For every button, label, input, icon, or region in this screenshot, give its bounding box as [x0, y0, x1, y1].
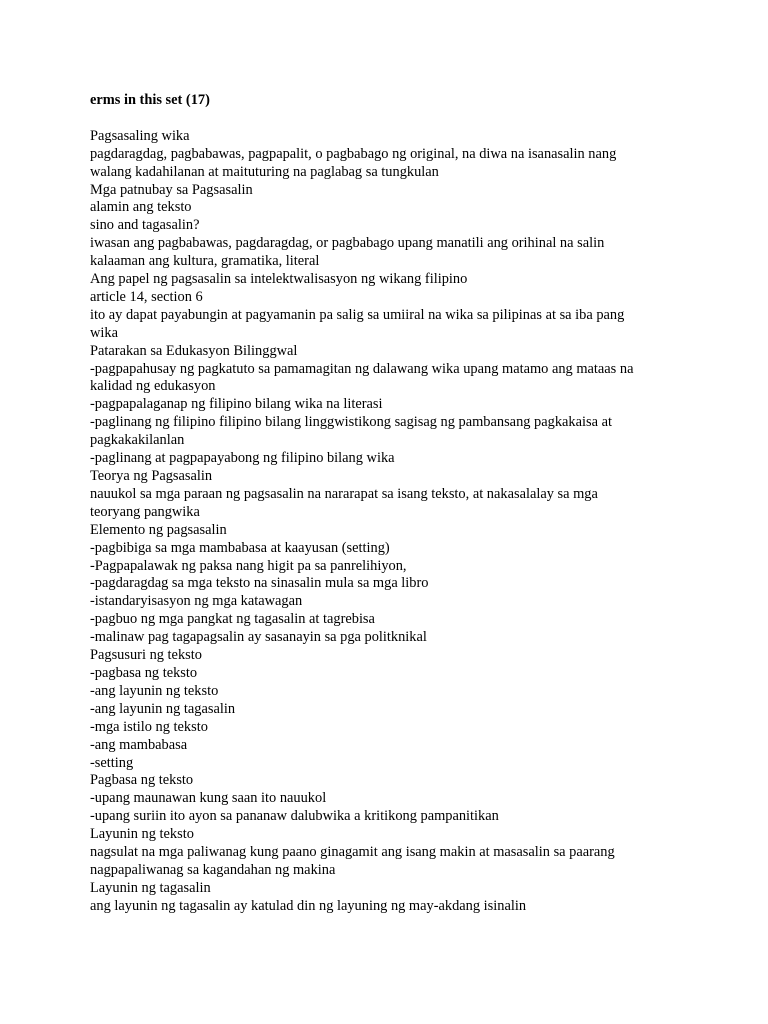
text-line: Pagsasaling wika: [90, 127, 190, 144]
document-page: [90, 92, 690, 916]
text-line: Elemento ng pagsasalin: [90, 521, 227, 538]
text-line: -pagpapahusay ng pagkatuto sa pamamagitan ng dalawang wika upang matamo ang mataas na: [90, 360, 634, 377]
text-line: -pagpapalaganap ng filipino bilang wika na literasi: [90, 396, 383, 413]
text-line: -istandaryisasyon ng mga katawagan: [90, 593, 303, 610]
text-line: -paglinang ng filipino filipino bilang linggwistikong sagisag ng pambansang pagkakaisa at: [90, 414, 612, 431]
text-line: -malinaw pag tagapagsalin ay sasanayin sa pga politknikal: [90, 629, 427, 646]
text-line: Ang papel ng pagsasalin sa intelektwalisasyon ng wikang filipino: [90, 271, 468, 288]
text-line: Pagbasa ng teksto: [90, 772, 194, 789]
text-line: Layunin ng tagasalin: [90, 879, 211, 896]
text-line: walang kadahilanan at maituturing na paglabag sa tungkulan: [90, 163, 439, 180]
text-line: Teorya ng Pagsasalin: [90, 468, 213, 485]
heading-spacer: [90, 110, 690, 128]
text-line: -pagbuo ng mga pangkat ng tagasalin at tagrebisa: [90, 611, 375, 628]
text-line: ito ay dapat payabungin at pagyamanin pa salig sa umiiral na wika sa pilipinas at sa iba pang: [90, 306, 625, 323]
text-line: nagpapaliwanag sa kagandahan ng makina: [90, 861, 336, 878]
text-line: nagsulat na mga paliwanag kung paano ginagamit ang isang makin at masasalin sa paarang: [90, 844, 615, 861]
text-line: pagkakakilanlan: [90, 432, 185, 449]
text-line: -paglinang at pagpapayabong ng filipino bilang wika: [90, 450, 395, 467]
text-line: article 14, section 6: [90, 288, 203, 305]
text-line: -pagdaragdag sa mga teksto na sinasalin mula sa mga libro: [90, 575, 429, 592]
text-line: -pagbasa ng teksto: [90, 664, 198, 681]
text-line: kalidad ng edukasyon: [90, 378, 216, 395]
text-line: ang layunin ng tagasalin ay katulad din ng layuning ng may-akdang isinalin: [90, 897, 527, 914]
text-line: pagdaragdag, pagbabawas, pagpapalit, o pagbabago ng original, na diwa na isanasalin nang: [90, 145, 617, 162]
text-line: Layunin ng teksto: [90, 826, 194, 843]
text-line: -ang mambabasa: [90, 736, 188, 753]
text-line: sino and tagasalin?: [90, 217, 200, 234]
text-line: -pagbibiga sa mga mambabasa at kaayusan (setting): [90, 539, 390, 556]
text-line: wika: [90, 324, 118, 341]
text-line: teoryang pangwika: [90, 503, 200, 520]
terms-heading: erms in this set (17): [90, 92, 210, 108]
text-line: Mga patnubay sa Pagsasalin: [90, 181, 253, 198]
text-line: Patarakan sa Edukasyon Bilinggwal: [90, 342, 298, 359]
text-line: -Pagpapalawak ng paksa nang higit pa sa panrelihiyon,: [90, 557, 407, 574]
text-line: kalaaman ang kultura, gramatika, literal: [90, 253, 320, 270]
text-line: alamin ang teksto: [90, 199, 192, 216]
text-line: -setting: [90, 754, 134, 771]
text-line: -mga istilo ng teksto: [90, 718, 208, 735]
text-line: -ang layunin ng teksto: [90, 682, 219, 699]
text-line: iwasan ang pagbabawas, pagdaragdag, or pagbabago upang manatili ang orihinal na salin: [90, 235, 605, 252]
text-line: nauukol sa mga paraan ng pagsasalin na nararapat sa isang teksto, at nakasalalay sa mga: [90, 485, 598, 502]
text-line: -ang layunin ng tagasalin: [90, 700, 236, 717]
text-line: Pagsusuri ng teksto: [90, 647, 202, 664]
document-body: [90, 128, 690, 916]
text-line: -upang maunawan kung saan ito nauukol: [90, 790, 327, 807]
text-line: -upang suriin ito ayon sa pananaw dalubwika a kritikong pampanitikan: [90, 808, 499, 825]
